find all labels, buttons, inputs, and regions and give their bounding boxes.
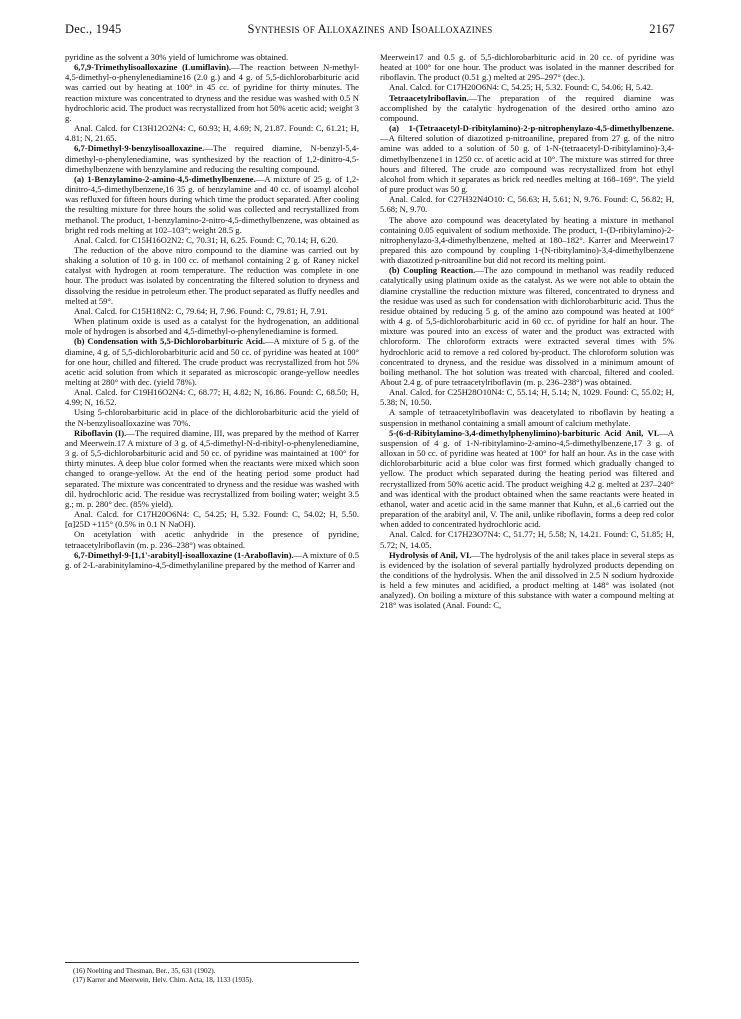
paragraph <box>380 215 674 266</box>
paragraph-heading: (b) Coupling Reaction. <box>389 265 476 276</box>
paragraph <box>65 174 359 235</box>
paragraph <box>65 306 359 316</box>
paragraph <box>65 316 359 336</box>
paragraph <box>380 93 674 123</box>
paragraph <box>65 407 359 427</box>
paragraph-text: The reduction of the above nitro compound to the diamine was carried out by shaking a solution of 10 g. in 100 cc. of methanol containing 2 g. of Raney nickel catalyst with hydrogen at room temperature. The reduction was complete in one hour. The product was isolated by concentrating the filtered solution to dryness and dissolving the residue in petroleum ether. The product separated as fluffy needles and melted at 59°. <box>65 244 359 306</box>
paragraph <box>380 52 674 82</box>
paragraph <box>65 62 359 123</box>
paragraph <box>65 387 359 407</box>
paragraph <box>65 123 359 143</box>
paragraph-text: —A filtered solution of diazotized p-nitroaniline, prepared from 27 g. of the nitro amine was added to a solution of 50 g. of 1-N-(tetraacetyl-D-ribitylamino)-3,4-dimethylbenzene1 in 1250 cc. of acetic acid at 10°. The mixture was stirred for three hours and filtered. The crude azo compound was recrystallized from hot ethyl alcohol from which it separates as brick red needles melting at 168–169°. The yield of pure product was 50 g. <box>380 133 674 195</box>
paragraph <box>65 143 359 173</box>
paragraph-text: Anal. Calcd. for C19H16O2N4: C, 68.77; H, 4.82; N, 16.86. Found: C, 68.50; H, 4.99; N, 16.52. <box>65 387 359 408</box>
paragraph-text: Anal. Calcd. for C13H12O2N4: C, 60.93; H, 4.69; N, 21.87. Found: C, 61.21; H, 4.81; N, 21.65. <box>65 123 359 144</box>
paragraph <box>380 82 674 92</box>
paragraph-text: When platinum oxide is used as a catalyst for the hydrogenation, an additional mole of hydrogen is absorbed and 4,5-dimethyl-o-phenylenediamine is formed. <box>65 316 359 337</box>
paragraph <box>65 550 359 570</box>
paragraph-text: pyridine as the solvent a 30% yield of lumichrome was obtained. <box>65 52 289 62</box>
header-page-number: 2167 <box>649 22 675 36</box>
paragraph-heading: Riboflavin (I). <box>74 427 127 438</box>
paragraph-heading: 6,7-Dimethyl-9-[1,1'-arabityl]-isoalloxazine (1-Araboflavin). <box>74 549 294 560</box>
paragraph-text: Anal. Calcd. for C25H28O10N4: C, 55.14; H, 5.14; N, 1029. Found: C, 55.02; H, 5.38; N, 10.50. <box>380 387 674 408</box>
paragraph-text: Meerwein17 and 0.5 g. of 5,5-dichlorobarbituric acid in 20 cc. of pyridine was heated at 100° for one hour. The product was isolated in the manner described for riboflavin. The product (0.51 g.) melted at 295–297° (dec.). <box>380 52 674 83</box>
footnote: (16) Noelting and Thesman, Ber., 35, 631 (1902). <box>73 967 216 975</box>
paragraph-text: —The hydrolysis of the anil takes place in several steps as is evidenced by the isolation of several partially hydrolyzed products depending on the conditions of the hydrolysis. When the anil dissolved in 2.5 N sodium hydroxide is held a few minutes and acidified, a product melting at 148° was isolated (not analyzed). On boiling a mixture of this substance with water a compound melting at 218° was isolated (Anal. Found: C, <box>380 549 674 611</box>
paragraph-heading: (b) Condensation with 5,5-Dichlorobarbituric Acid. <box>74 336 265 347</box>
footnote: (17) Karrer and Meerwein, Helv. Chim. Acta, 18, 1133 (1935). <box>73 976 254 984</box>
paragraph-text: —A mixture of 5 g. of the diamine, 4 g. of 5,5-dichlorobarbituric acid and 50 cc. of pyridine was heated at 100° for one hour, chilled and filtered. The crude product was recrystallized from hot 5% acetic acid solution from which it separated as microscopic orange-yellow needles melting at 280° with dec. (yield 78%). <box>65 336 359 387</box>
paragraph-text: —A mixture of 25 g. of 1,2-dinitro-4,5-dimethylbenzene,16 35 g. of benzylamine and 40 cc. of isoamyl alcohol was refluxed for fifteen hours during which time the product separated. After cooling the resulting mixture for three hours the solid was collected and recrystallized from methanol. The product, 1-benzylamino-2-nitro-4,5-dimethylbenzene, was obtained as bright red rods melting at 102–103°; weight 28.5 g. <box>65 173 359 235</box>
paragraph-text: —The required diamine, N-benzyl-5,4-dimethyl-o-phenylenediamine, was synthesized by the reaction of 1,2-dinitro-4,5-dimethylbenzene with benzylamine and reducing the resulting compound. <box>65 143 359 174</box>
paragraph <box>65 336 359 387</box>
paragraph-text: A sample of tetraacetylriboflavin was deacetylated to riboflavin by heating a suspension in methanol containing a small amount of calcium methylate. <box>380 407 674 428</box>
paragraph <box>380 550 674 611</box>
header-date: Dec., 1945 <box>65 22 122 36</box>
paragraph <box>65 428 359 509</box>
paragraph <box>65 52 359 62</box>
footnotes <box>65 967 359 985</box>
paragraph-text: —The preparation of the required diamine was accomplished by the catalytic hydrogenation of the desired ortho amino azo compound. <box>380 92 674 123</box>
paragraph <box>380 123 674 194</box>
paragraph <box>380 387 674 407</box>
paragraph-text: The above azo compound was deacetylated by heating a mixture in methanol containing 0.05 equivalent of sodium methoxide. The product, 1-(D-ribitylamino)-2-nitrophenylazo-3,4-dimethylbenzene, melted at 180–182°. Karrer and Meerwein17 prepared this azo compound by coupling 1-(N-ribitylamino)-3,4-dimethylbenzene with diazotized p-nitroaniline but did not record its melting point. <box>380 214 674 266</box>
paragraph-heading: 6,7-Dimethyl-9-benzylisoalloxazine. <box>74 143 205 154</box>
paragraph-text: Anal. Calcd. for C15H18N2: C, 79.64; H, 7.96. Found: C, 79.81; H, 7.91. <box>74 305 328 316</box>
paragraph-text: —A mixture of 0.5 g. of 2-L-arabinitylamino-4,5-dimethylaniline prepared by the method of Karrer and <box>65 549 359 570</box>
paragraph-text: —The azo compound in methanol was readily reduced catalytically using platinum oxide as the catalyst. As we were not able to obtain the diamine crystalline the reduction mixture was filtered, concentrated to dryness and the residue was used as such for condensation with dichlorobarbituric acid. Thus the residue obtained by reducing 5 g. of the amino azo compound was heated at 100° with 4 g. of 5,5-dichlorobarbituric acid in 60 cc. of pyridine for half an hour. The mixture was poured into an excess of water and the product was extracted with chloroform. The chloroform extracts were extracted several times with 5% hydrochloric acid to remove a red colored by-product. The chloroform solution was concentrated to dryness, and the residue was dissolved in a minimum amount of boiling methanol. The hot solution was treated with charcoal, filtered and cooled. About 2.4 g. of pure tetraacetylriboflavin (m. p. 236–238°) was obtained. <box>380 265 674 387</box>
paragraph-text: —A suspension of 4 g. of 1-N-ribitylamino-2-amino-4,5-dimethylbenzene,17 3 g. of alloxan in 50 cc. of pyridine was heated at 100° for half an hour. As in the case with dichlorobarbituric acid a blue color was first formed which gradually changed to yellow. The product which separated during the heating period was filtered and recrystallized from 50% acetic acid. The product weighing 4.2 g. melted at 237–240° and was identical with the product obtained when the same reactants were heated in ethanol, water and acetic acid in the same manner that Kuhn, et al.,6 carried out the preparation of the arabityl anil, V. The anil, unlike riboflavin, forms a deep red color when added to concentrated hydrochloric acid. <box>380 427 674 530</box>
paragraph-heading: (a) 1-(Tetraacetyl-D-ribitylamino)-2-p-nitrophenylazo-4,5-dimethylbenzene. <box>389 123 674 134</box>
paragraph <box>65 509 359 529</box>
paragraph-heading: (a) 1-Benzylamino-2-amino-4,5-dimethylbenzene. <box>74 173 256 184</box>
paragraph-heading: 6,7,9-Trimethylisoalloxazine (Lumiflavin). <box>74 62 232 73</box>
paragraph-text: —The required diamine, III, was prepared by the method of Karrer and Meerwein.17 A mixture of 3 g. of 4,5-dimethyl-N-d-ribityl-o-phenylenediamine, 3 g. of 5,5-dichlorobarbituric acid and 50 cc. of pyridine was maintained at 100° for thirty minutes. A deep blue color formed when the reactants were mixed which soon changed to orange-yellow. At the end of the heating period some product had separated. The mixture was concentrated to dryness and the residue was washed with dil. hydrochloric acid. The residue was recrystallized from boiling water; weight 3.5 g.; m. p. 280° dec. (85% yield). <box>65 427 359 509</box>
paragraph-heading: 5-(6-d-Ribitylamino-3,4-dimethylphenylimino)-barbituric Acid Anil, VI. <box>389 427 660 438</box>
paragraph-text: Anal. Calcd. for C15H16O2N2: C, 70.31; H, 6.25. Found: C, 70.14; H, 6.20. <box>74 234 339 245</box>
right-text-column <box>380 52 674 1010</box>
paragraph-text: On acetylation with acetic anhydride in the presence of pyridine, tetraacetylriboflavin (m. p. 236–238°) was obtained. <box>65 529 359 550</box>
left-text-column <box>65 52 359 964</box>
paragraph-heading: Tetraacetylriboflavin. <box>389 92 469 103</box>
paragraph <box>380 428 674 530</box>
paragraph <box>65 529 359 549</box>
paragraph-text: —The reaction between N-methyl-4,5-dimethyl-o-phenylenediamine16 (2.0 g.) and 4 g. of 5,5-dichlorobarbituric acid was carried out by heating at 100° in 45 cc. of pyridine for thirty minutes. The reaction mixture was concentrated to dryness and the residue was washed with 0.5 N hydrochloric acid. The product was recrystallized from hot 50% acetic acid; weight 3 g. <box>65 62 359 123</box>
page-header <box>65 22 675 40</box>
paragraph <box>65 235 359 245</box>
paragraph-text: Anal. Calcd. for C17H23O7N4: C, 51.77; H, 5.58; N, 14.21. Found: C, 51.85; H, 5.72; N, 14.05. <box>380 529 674 550</box>
paragraph <box>380 529 674 549</box>
paragraph <box>380 194 674 214</box>
paragraph-heading: Hydrolysis of Anil, VI. <box>389 549 472 560</box>
paragraph-text: Anal. Calcd. for C17H20O6N4: C, 54.25; H, 5.32. Found: C, 54.02; H, 5.50. [α]25D +115° (0.5% in 0.1 N NaOH). <box>65 509 359 530</box>
paragraph-text: Anal. Calcd. for C17H20O6N4: C, 54.25; H, 5.32. Found: C, 54.06; H, 5.42. <box>389 82 654 93</box>
paragraph-text: Anal. Calcd. for C27H32N4O10: C, 56.63; H, 5.61; N, 9.76. Found: C, 56.82; H, 5.68; N, 9.70. <box>380 194 674 215</box>
paragraph-text: Using 5-chlorobarbituric acid in place of the dichlorobarbituric acid the yield of the N-benzylisoalloxazine was 70%. <box>65 407 359 428</box>
paragraph <box>380 407 674 427</box>
footnote-divider <box>65 962 359 963</box>
paragraph <box>65 245 359 306</box>
paragraph <box>380 265 674 387</box>
header-title: Synthesis of Alloxazines and Isoalloxazines <box>247 22 493 36</box>
